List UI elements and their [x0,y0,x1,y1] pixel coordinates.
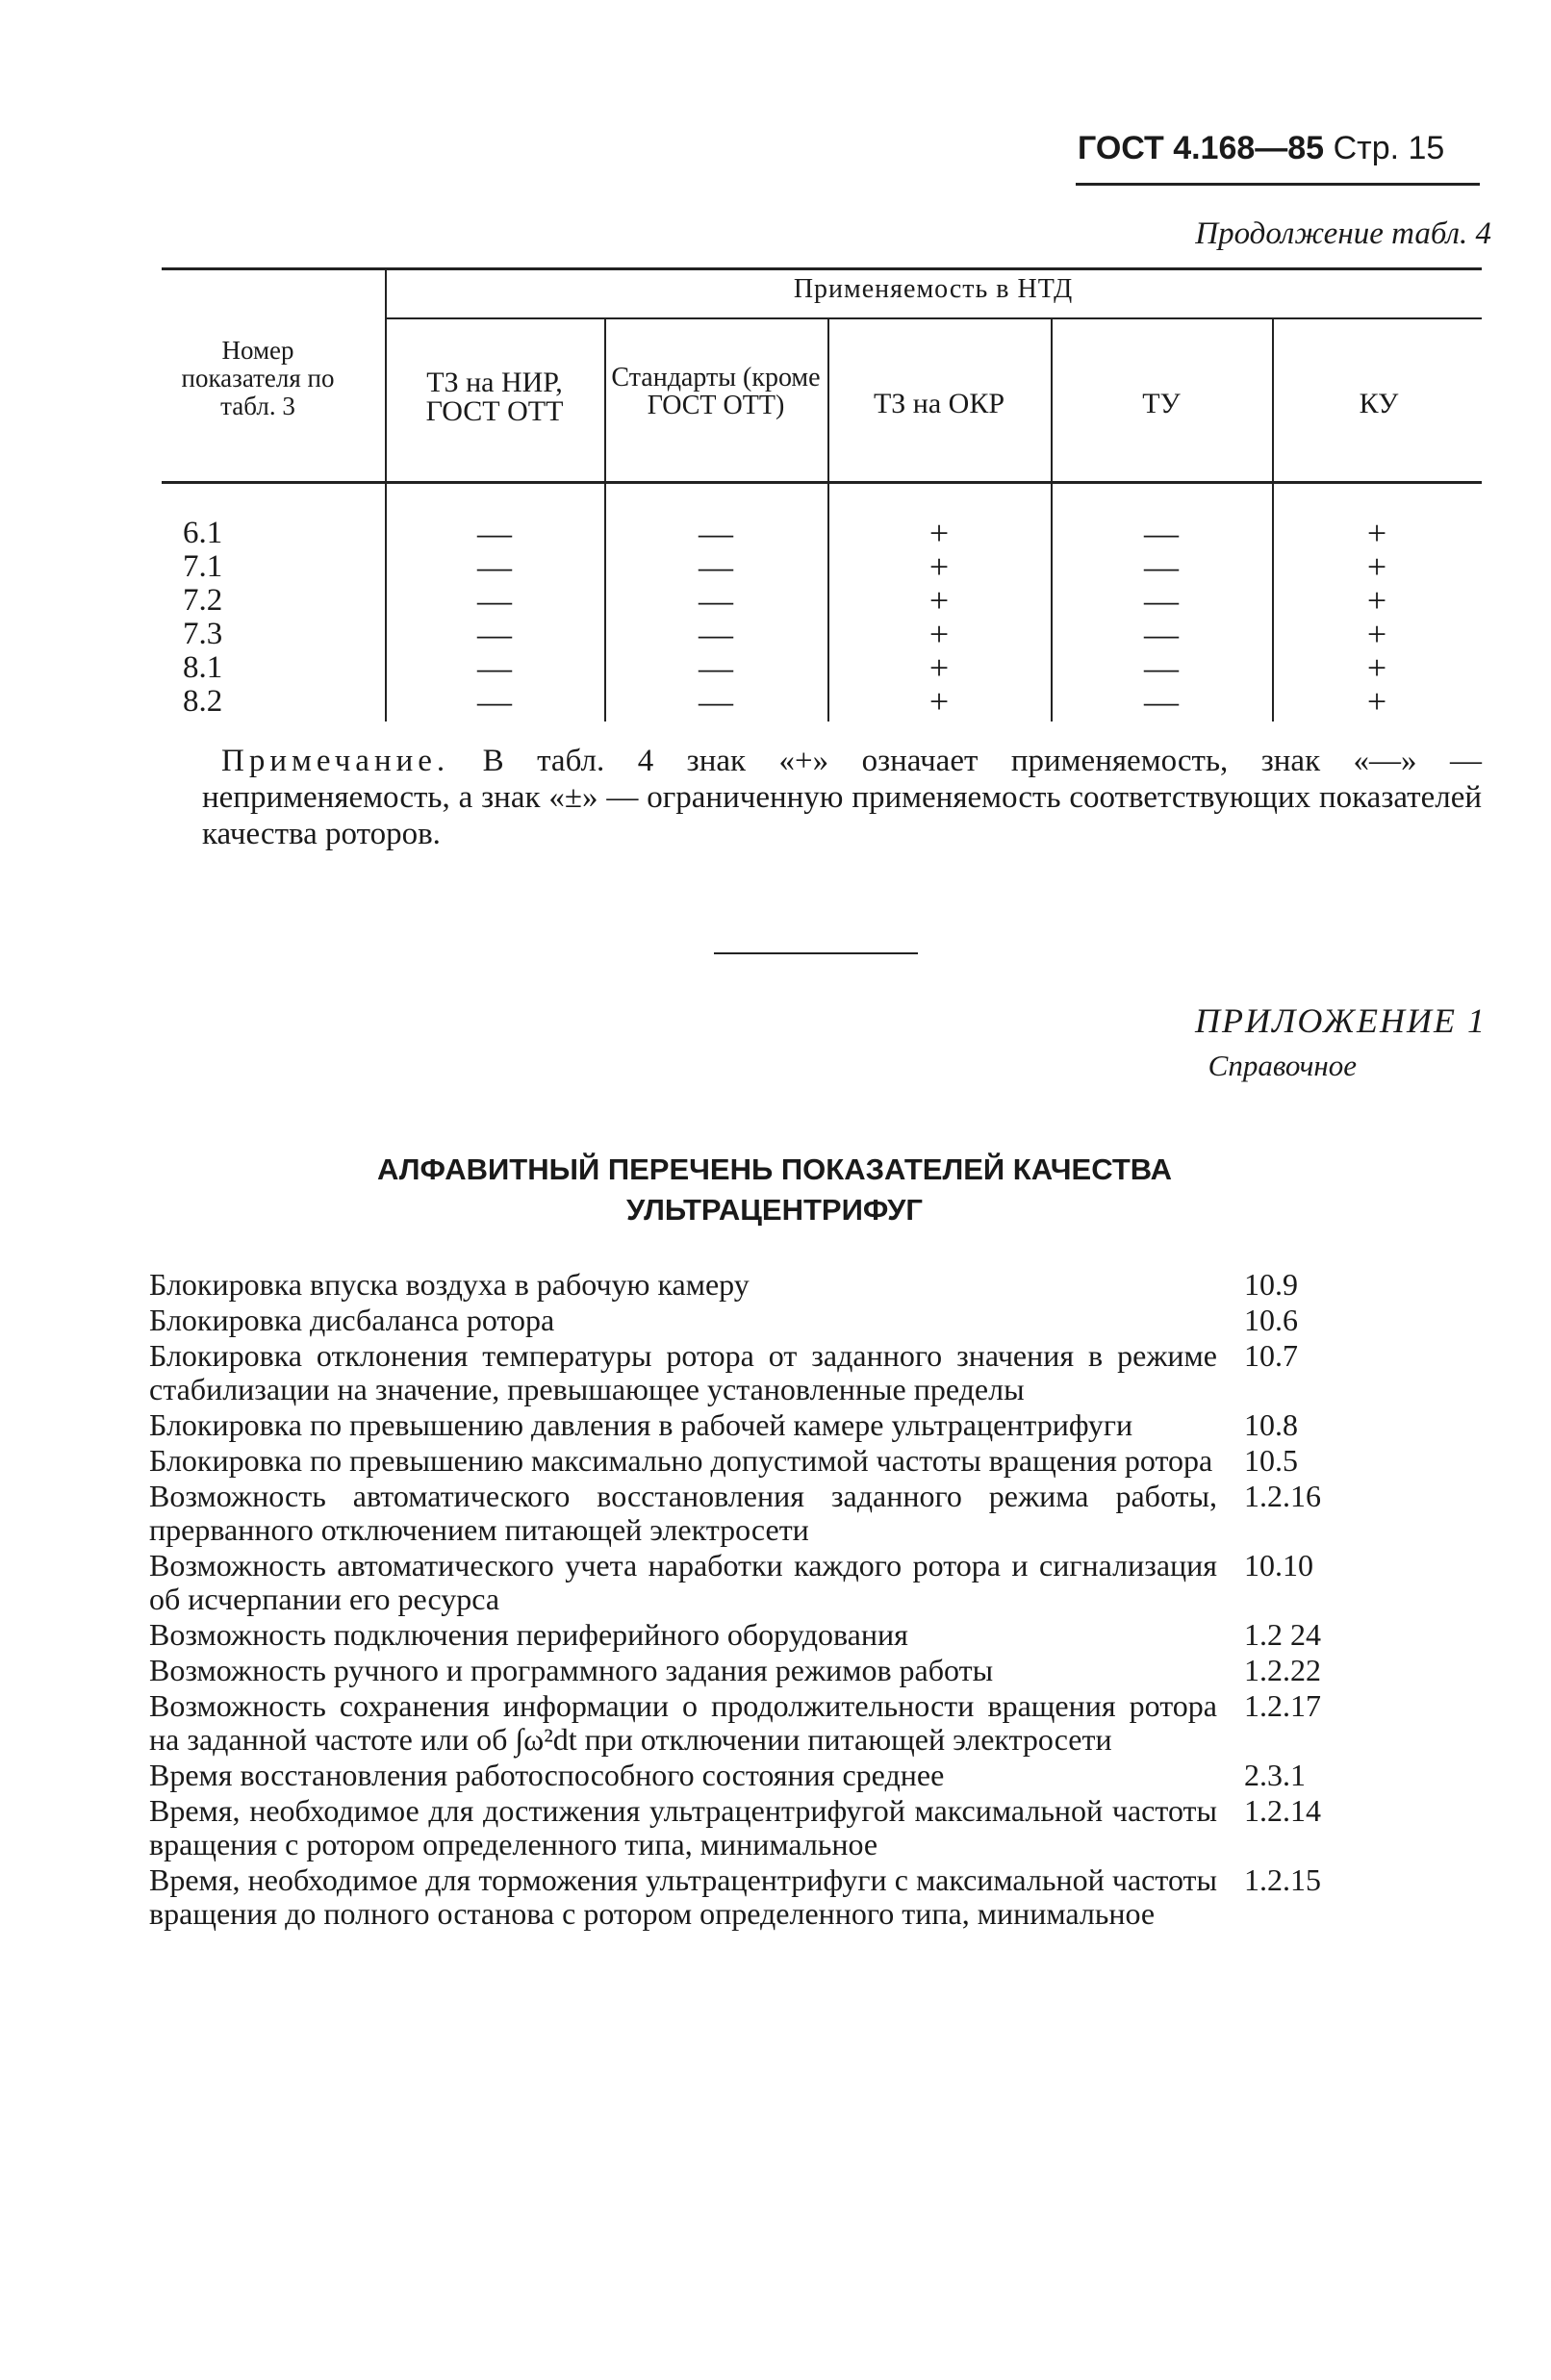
table-note-paragraph [202,743,1482,852]
applicability-cell: — [699,648,733,687]
appendix-heading-line: АЛФАВИТНЫЙ ПЕРЕЧЕНЬ ПОКАЗАТЕЛЕЙ КАЧЕСТВА [377,1152,1172,1186]
index-entry-text: Возможность ручного и программного задания режимов работы [149,1653,994,1687]
row-number: 7.1 [183,549,223,584]
row-number: 7.3 [183,617,223,651]
applicability-cell: — [477,581,512,620]
index-entry-text: Возможность сохранения информации о продолжительности вращения ротора на заданной частоте или об ∫ω²dt при отключении питающей электросети [149,1688,1217,1757]
index-entry [149,1759,1371,1792]
applicability-cell: — [1144,615,1179,653]
table-continuation-caption: Продолжение табл. 4 [1195,216,1491,251]
applicability-cell: — [699,682,733,721]
applicability-cell: — [477,615,512,653]
note-text: В табл. 4 знак «+» означает применяемость, знак «—» — неприменяемость, а знак «±» — ограниченную применяемость соответствующих показателей качества роторов. [202,744,1483,851]
index-entry [149,1689,1371,1757]
applicability-cell: — [699,514,733,552]
index-entry-text: Блокировка по превышению максимально допустимой частоты вращения ротора [149,1443,1213,1478]
applicability-cell: + [928,547,950,586]
applicability-cell: — [1144,682,1179,721]
index-entry [149,1794,1371,1861]
applicability-cell: + [1366,547,1387,586]
index-column-header: Номер показателя по табл. 3 [181,336,335,420]
row-number: 7.2 [183,583,223,618]
appendix-title: ПРИЛОЖЕНИЕ 1 [1195,1001,1487,1040]
column-header-tz-okr: ТЗ на ОКР [873,388,1005,419]
applicability-cell: + [1366,581,1387,620]
applicability-cell: + [928,648,950,687]
applicability-cell: — [477,648,512,687]
column-divider [1051,317,1053,722]
standard-number: ГОСТ 4.168—85 [1078,130,1325,166]
index-entry [149,1654,1371,1687]
index-entry-text: Блокировка по превышению давления в рабочей камере ультрацентрифуги [149,1407,1133,1442]
column-divider [1272,317,1274,722]
index-entry [149,1863,1371,1931]
applicability-cell: — [1144,547,1179,586]
index-entry-text: Возможность автоматического восстановления заданного режима работы, прерванного отключением питающей электросети [149,1479,1217,1547]
applicability-cell: — [1144,581,1179,620]
index-entry-reference: 1.2.17 [1244,1688,1321,1723]
applicability-cell: — [1144,648,1179,687]
index-entry-reference: 10.10 [1244,1548,1313,1582]
applicability-cell: + [928,682,950,721]
index-entry-reference: 2.3.1 [1244,1758,1306,1792]
index-entry [149,1444,1371,1478]
index-entry [149,1408,1371,1442]
applicability-cell: — [477,547,512,586]
row-number: 8.1 [183,650,223,685]
index-entry-reference: 10.7 [1244,1338,1298,1373]
applicability-group-header: Применяемость в НТД [793,274,1074,304]
applicability-cell: — [699,615,733,653]
section-separator [714,952,918,954]
index-entry-reference: 1.2.22 [1244,1653,1321,1687]
column-header-ku: КУ [1359,388,1399,419]
applicability-cell: — [699,581,733,620]
column-divider [385,267,387,722]
column-header-standards: Стандарты (кроме ГОСТ ОТТ) [611,363,821,420]
applicability-cell: — [699,547,733,586]
index-entry [149,1268,1371,1302]
page-number: Стр. 15 [1333,130,1445,166]
table-group-rule [385,317,1482,319]
running-head [1078,130,1491,167]
index-entry [149,1339,1371,1406]
index-entry [149,1304,1371,1337]
alphabetical-index [149,1268,1371,1933]
index-entry-text: Блокировка дисбаланса ротора [149,1303,555,1337]
column-divider [604,317,606,722]
appendix-heading-line: УЛЬТРАЦЕНТРИФУГ [625,1193,924,1227]
index-entry-reference: 1.2.14 [1244,1793,1321,1828]
applicability-cell: + [928,514,950,552]
index-entry [149,1618,1371,1652]
applicability-cell: + [1366,648,1387,687]
column-divider [827,317,829,722]
table-header-rule [162,481,1482,484]
appendix-heading [192,1150,1357,1230]
note-label: Примечание. [221,744,450,778]
index-entry-text: Блокировка отклонения температуры ротора от заданного значения в режиме стабилизации на значение, превышающее установленные пределы [149,1338,1217,1406]
column-header-tu: ТУ [1142,388,1181,419]
row-number: 8.2 [183,684,223,719]
index-entry-text: Время, необходимое для достижения ультрацентрифугой максимальной частоты вращения с ротором определенного типа, минимальное [149,1793,1217,1861]
index-entry-text: Время, необходимое для торможения ультрацентрифуги с максимальной частоты вращения до полного останова с ротором определенного типа, минимальное [149,1862,1217,1931]
index-entry-reference: 1.2 24 [1244,1617,1321,1652]
applicability-cell: — [1144,514,1179,552]
applicability-cell: — [477,682,512,721]
row-number: 6.1 [183,516,223,550]
applicability-cell: + [1366,682,1387,721]
index-entry-text: Возможность подключения периферийного оборудования [149,1617,908,1652]
index-entry-text: Время восстановления работоспособного состояния среднее [149,1758,945,1792]
applicability-cell: + [928,581,950,620]
applicability-cell: + [1366,514,1387,552]
index-entry-reference: 10.9 [1244,1267,1298,1302]
running-head-rule [1076,183,1480,186]
column-header-tz-nir: ТЗ на НИР, ГОСТ ОТТ [425,367,564,427]
index-entry-reference: 10.8 [1244,1407,1298,1442]
appendix-subtitle: Справочное [1208,1049,1357,1082]
table-note [202,743,1482,852]
index-entry-reference: 10.6 [1244,1303,1298,1337]
applicability-cell: + [928,615,950,653]
index-entry [149,1480,1371,1547]
applicability-cell: + [1366,615,1387,653]
index-entry-reference: 1.2.16 [1244,1479,1321,1513]
table-top-rule [162,267,1482,270]
index-entry-reference: 10.5 [1244,1443,1298,1478]
applicability-cell: — [477,514,512,552]
index-entry-text: Блокировка впуска воздуха в рабочую камеру [149,1267,750,1302]
index-entry [149,1549,1371,1616]
index-entry-text: Возможность автоматического учета наработки каждого ротора и сигнализация об исчерпании его ресурса [149,1548,1217,1616]
index-entry-reference: 1.2.15 [1244,1862,1321,1897]
